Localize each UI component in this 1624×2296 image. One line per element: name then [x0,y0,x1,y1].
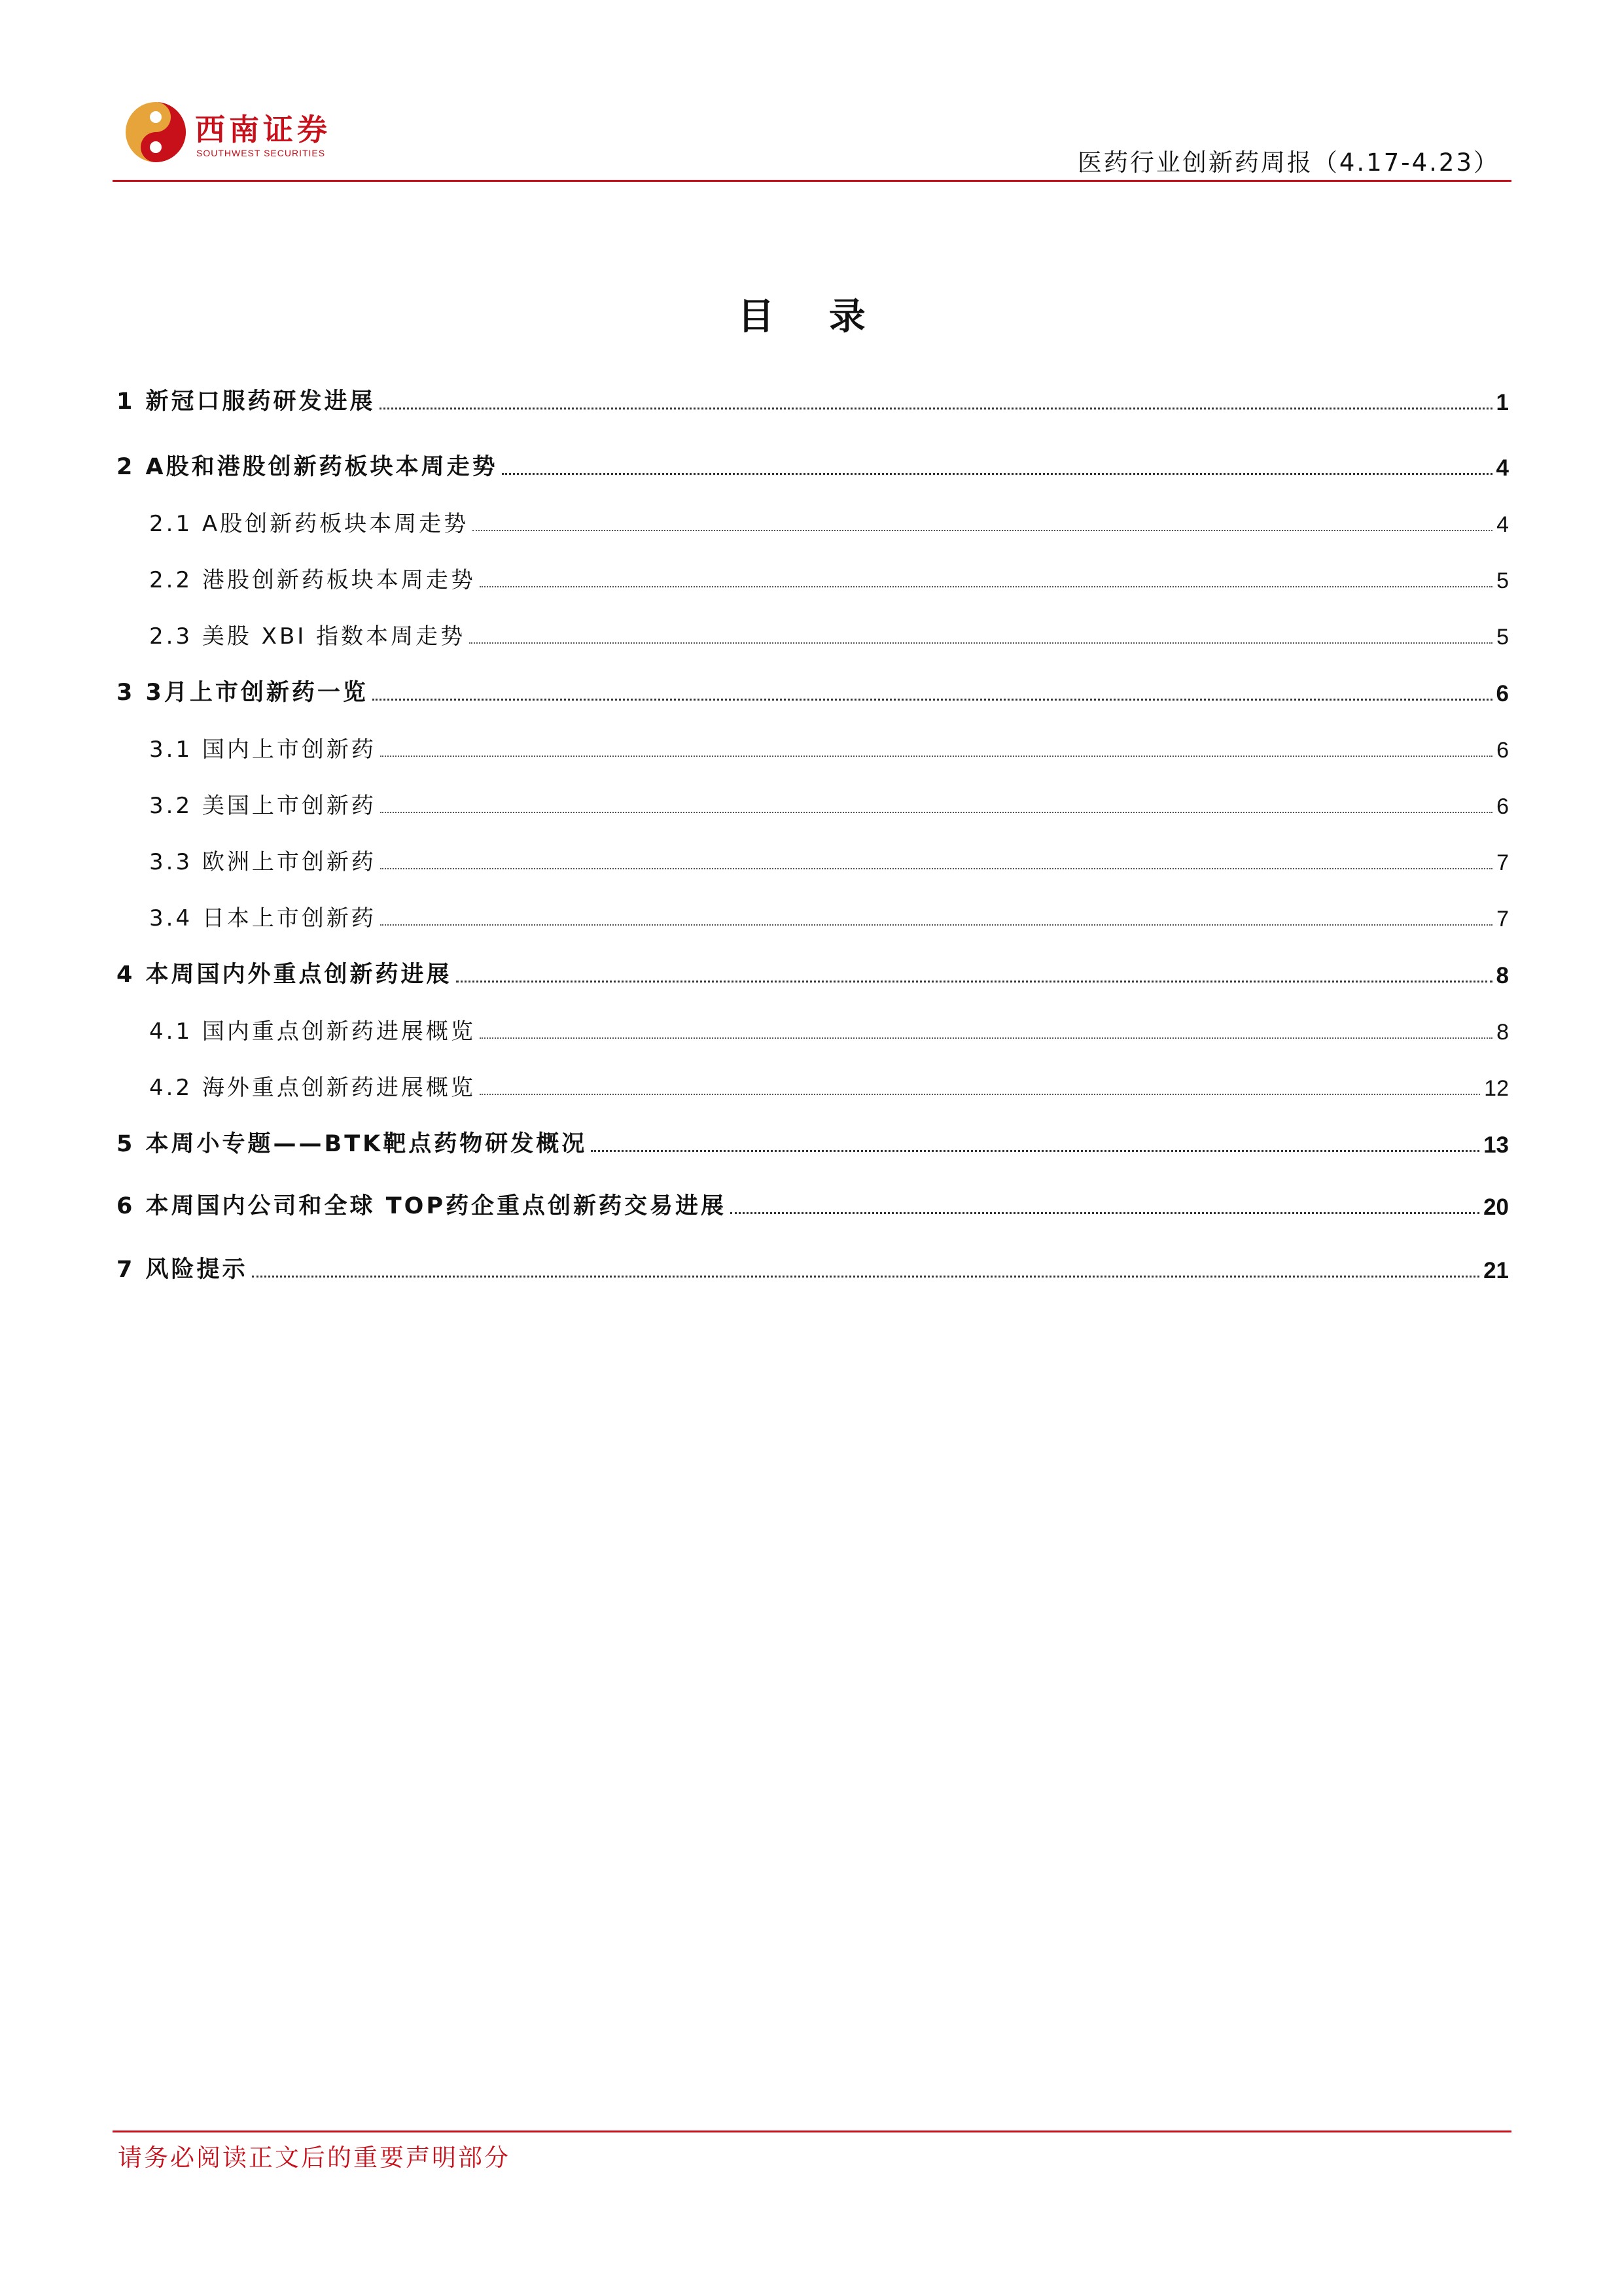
toc-dot-leader [456,981,1492,983]
toc-entry[interactable] [116,896,1509,932]
toc-entry-label: 1 新冠口服药研发进展 [116,389,376,415]
toc-entry-label: 2.3 美股 XBI 指数本周走势 [149,623,466,650]
toc-entry[interactable] [116,670,1509,707]
toc-entry-page: 5 [1496,625,1509,650]
toc-entry-label: 5 本周小专题——BTK靶点药物研发概况 [116,1131,588,1157]
logo-chinese-name: 西南证券 [195,112,331,147]
toc-entry-page: 7 [1496,907,1509,931]
toc-entry-page: 6 [1496,794,1509,819]
toc-entry-label: 2.1 A股创新药板块本周走势 [149,511,469,537]
toc-entry-label: 4.1 国内重点创新药进展概览 [149,1018,476,1045]
toc-entry-label: 2 A股和港股创新药板块本周走势 [116,454,498,480]
toc-title: 目 录 [737,296,887,338]
toc-entry-page: 4 [1496,455,1509,481]
toc-entry[interactable] [116,1009,1509,1045]
toc-dot-leader [730,1212,1479,1214]
toc-entry[interactable] [116,1122,1509,1158]
toc-entry-label: 4.2 海外重点创新药进展概览 [149,1075,476,1101]
toc-entry[interactable] [116,379,1509,416]
toc-entry-page: 7 [1496,850,1509,875]
toc-entry[interactable] [116,1184,1509,1221]
toc-entry-label: 3.1 国内上市创新药 [149,737,376,763]
toc-entry-label: 3.4 日本上市创新药 [149,905,376,931]
toc-entry[interactable] [116,445,1509,481]
toc-entry[interactable] [116,1247,1509,1284]
toc-entry[interactable] [116,839,1509,876]
toc-entry-page: 12 [1484,1076,1509,1101]
toc-entry-label: 3.2 美国上市创新药 [149,793,376,819]
toc-entry-page: 8 [1496,963,1509,988]
toc-entry-page: 6 [1496,681,1509,706]
toc-dot-leader [380,812,1492,813]
toc-entry[interactable] [116,501,1509,538]
toc-entry-label: 3 3月上市创新药一览 [116,680,368,706]
toc-entry[interactable] [116,1065,1509,1102]
toc-dot-leader [380,924,1492,926]
toc-dot-leader [502,473,1492,475]
toc-entry-page: 6 [1496,738,1509,763]
toc-entry-label: 6 本周国内公司和全球 TOP药企重点创新药交易进展 [116,1193,727,1219]
header-divider [113,180,1511,182]
toc-entry-page: 13 [1483,1132,1509,1158]
toc-dot-leader [591,1150,1479,1152]
toc-entry[interactable] [116,727,1509,763]
toc-entry-label: 7 风险提示 [116,1257,248,1283]
toc-entry[interactable] [116,614,1509,650]
toc-entry[interactable] [116,557,1509,594]
company-logo [124,92,334,170]
footer-disclaimer: 请务必阅读正文后的重要声明部分 [118,2144,510,2172]
toc-dot-leader [472,530,1492,531]
toc-entry-page: 5 [1496,568,1509,593]
toc-entry-page: 20 [1483,1194,1509,1220]
logo-english-name: SOUTHWEST SECURITIES [196,148,326,158]
toc-entry-page: 8 [1496,1020,1509,1045]
toc-dot-leader [252,1276,1480,1278]
report-title: 医药行业创新药周报（4.17-4.23） [1077,148,1500,177]
toc-entry-label: 3.3 欧洲上市创新药 [149,849,376,875]
toc-dot-leader [372,699,1492,701]
toc-dot-leader [480,1037,1492,1039]
toc-entry-page: 1 [1496,390,1509,415]
toc-entry-label: 4 本周国内外重点创新药进展 [116,962,452,988]
toc-entry-label: 2.2 港股创新药板块本周走势 [149,567,476,593]
footer-divider [113,2131,1511,2132]
toc-dot-leader [380,756,1492,757]
toc-entry-page: 4 [1496,512,1509,537]
toc-entry[interactable] [116,783,1509,820]
toc-dot-leader [480,586,1492,587]
toc-entry[interactable] [116,952,1509,989]
toc-dot-leader [480,1094,1480,1095]
toc-dot-leader [380,408,1492,409]
logo-mark-icon [124,101,187,164]
toc-dot-leader [469,642,1492,644]
toc-dot-leader [380,868,1492,869]
page-header [113,92,1511,183]
toc-entry-page: 21 [1483,1258,1509,1283]
